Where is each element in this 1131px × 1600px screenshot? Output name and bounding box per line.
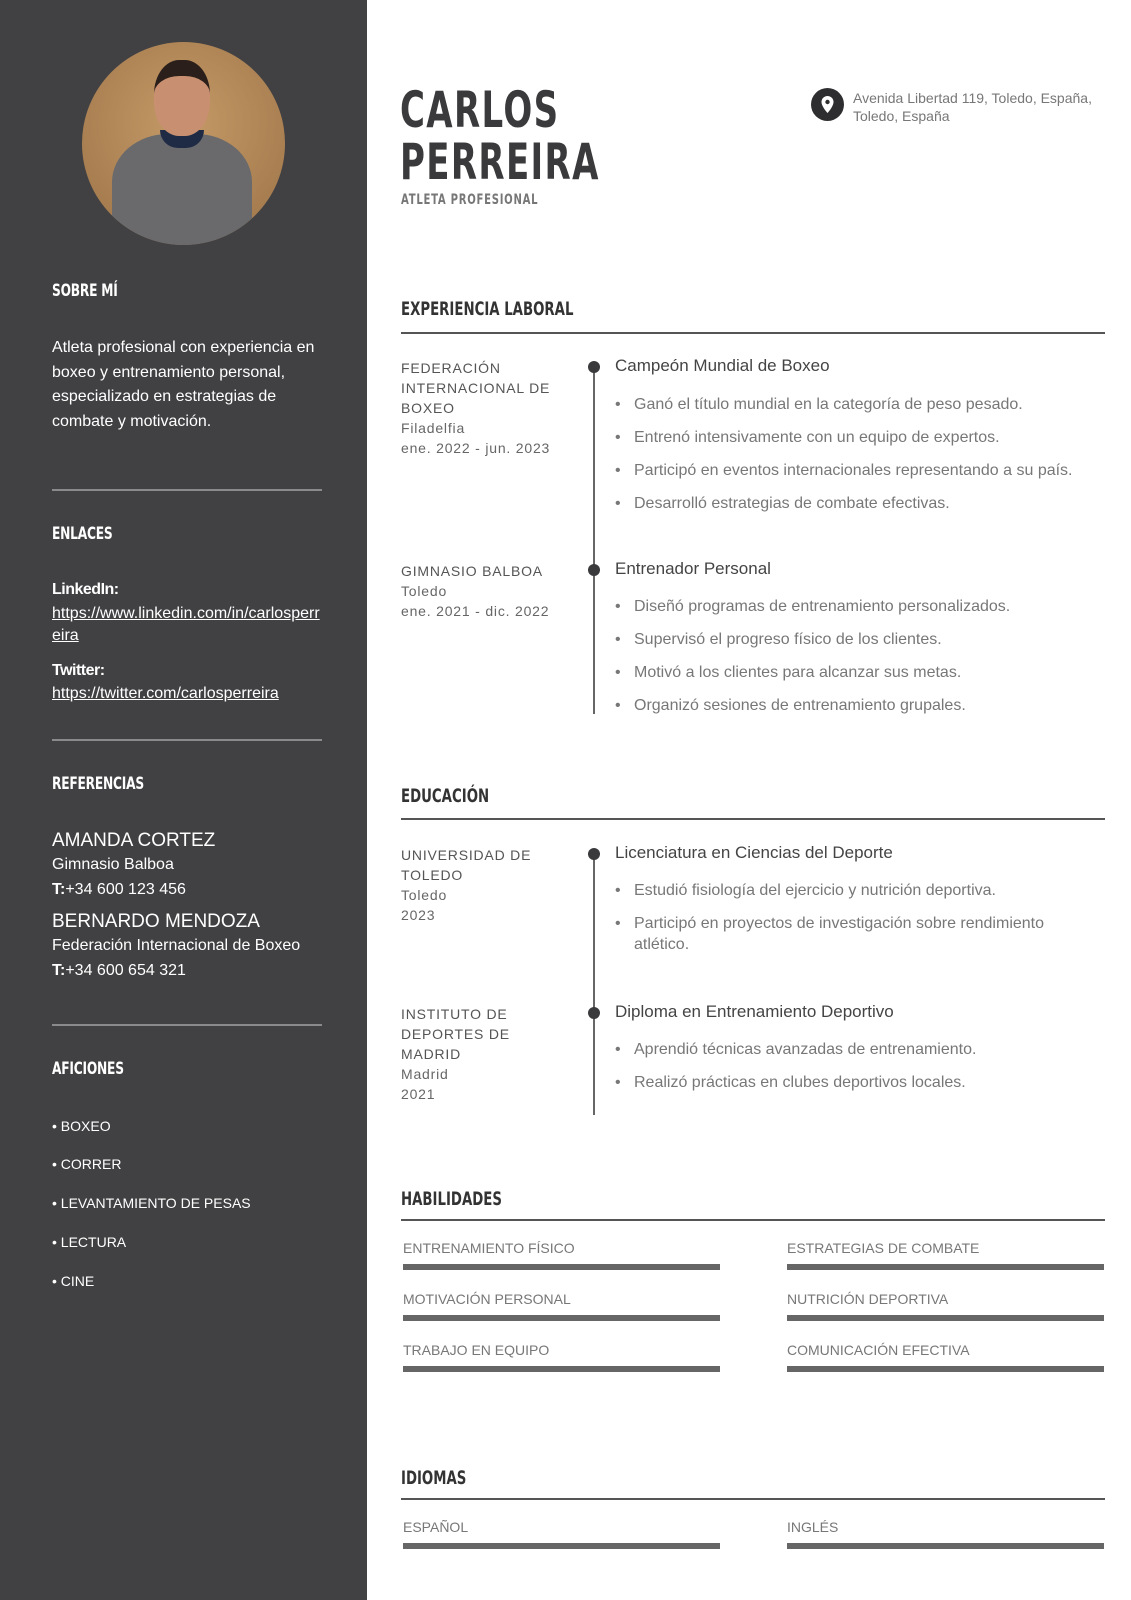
links-heading: ENLACES bbox=[52, 524, 113, 544]
divider bbox=[52, 489, 322, 491]
references-list bbox=[52, 829, 352, 983]
skill-item bbox=[403, 1291, 720, 1321]
language-item bbox=[403, 1519, 720, 1549]
degree-title: Diploma en Entrenamiento Deportivo bbox=[615, 1002, 894, 1021]
education-heading: EDUCACIÓN bbox=[401, 785, 490, 807]
skill-item-bar bbox=[787, 1366, 1104, 1372]
linkedin-link[interactable]: https://www.linkedin.com/in/carlosperreira bbox=[52, 604, 320, 644]
skill-item-bar bbox=[403, 1315, 720, 1321]
skill-item-bar bbox=[787, 1264, 1104, 1270]
skill-item-label: ESTRATEGIAS DE COMBATE bbox=[787, 1240, 980, 1256]
skill-item bbox=[787, 1240, 1104, 1270]
timeline-dot bbox=[588, 848, 600, 860]
reference-name: AMANDA CORTEZ bbox=[52, 830, 216, 851]
skill-item-label: COMUNICACIÓN EFECTIVA bbox=[787, 1342, 970, 1358]
timeline-dot bbox=[588, 1007, 600, 1019]
about-heading: SOBRE MÍ bbox=[52, 281, 118, 301]
skill-item bbox=[787, 1342, 1104, 1372]
bullet-item: • Aprendió técnicas avanzadas de entrenamiento. bbox=[615, 1039, 1095, 1060]
experience-org: GIMNASIO BALBOA Toledo ene. 2021 - dic. 2022 bbox=[401, 563, 550, 619]
education-org: UNIVERSIDAD DE TOLEDO Toledo 2023 bbox=[401, 847, 532, 923]
section-divider bbox=[401, 1219, 1105, 1221]
bullet-item: • Participó en proyectos de investigación sobre rendimiento atlético. bbox=[615, 913, 1095, 955]
divider bbox=[52, 1024, 322, 1026]
full-name: CARLOS PERREIRA bbox=[400, 81, 600, 191]
bullet-item: • Diseñó programas de entrenamiento personalizados. bbox=[615, 596, 1095, 617]
section-divider bbox=[401, 332, 1105, 334]
skill-item bbox=[403, 1240, 720, 1270]
language-item-bar bbox=[787, 1543, 1104, 1549]
skill-item-label: TRABAJO EN EQUIPO bbox=[403, 1342, 550, 1358]
about-text: Atleta profesional con experiencia en boxeo y entrenamiento personal, especializado en estrategias de combate y motivación. bbox=[52, 339, 315, 430]
timeline-dot bbox=[588, 361, 600, 373]
bullet-item: • Entrenó intensivamente con un equipo de expertos. bbox=[615, 427, 1095, 448]
bullet-item: • Participó en eventos internacionales representando a su país. bbox=[615, 460, 1095, 481]
timeline-dot bbox=[588, 564, 600, 576]
hobby-item: • LEVANTAMIENTO DE PESAS bbox=[52, 1195, 251, 1211]
hobbies-heading: AFICIONES bbox=[52, 1059, 124, 1079]
skill-item-label: NUTRICIÓN DEPORTIVA bbox=[787, 1291, 949, 1307]
location-pin-icon bbox=[811, 88, 844, 121]
language-item-label: ESPAÑOL bbox=[403, 1519, 469, 1535]
skill-item-bar bbox=[787, 1315, 1104, 1321]
skills-heading: HABILIDADES bbox=[401, 1188, 502, 1210]
bullet-item: • Desarrolló estrategias de combate efectivas. bbox=[615, 493, 1095, 514]
link-label: Twitter: bbox=[52, 661, 105, 679]
experience-heading: EXPERIENCIA LABORAL bbox=[401, 298, 574, 320]
reference-company: Federación Internacional de Boxeo bbox=[52, 937, 301, 954]
experience-org: FEDERACIÓN INTERNACIONAL DE BOXEO Filadelfia ene. 2022 - jun. 2023 bbox=[401, 360, 551, 456]
section-divider bbox=[401, 818, 1105, 820]
bullet-item: • Motivó a los clientes para alcanzar sus metas. bbox=[615, 662, 1095, 683]
reference-company: Gimnasio Balboa bbox=[52, 856, 174, 873]
sidebar bbox=[0, 0, 367, 1600]
bullet-item: • Supervisó el progreso físico de los clientes. bbox=[615, 629, 1095, 650]
reference-name: BERNARDO MENDOZA bbox=[52, 911, 260, 932]
timeline-line bbox=[593, 366, 595, 714]
hobby-item: • LECTURA bbox=[52, 1234, 127, 1250]
skill-item-label: ENTRENAMIENTO FÍSICO bbox=[403, 1240, 575, 1256]
language-item-bar bbox=[403, 1543, 720, 1549]
skill-item-bar bbox=[403, 1264, 720, 1270]
language-item bbox=[787, 1519, 1104, 1549]
languages-heading: IDIOMAS bbox=[401, 1467, 467, 1489]
education-org: INSTITUTO DE DEPORTES DE MADRID Madrid 2021 bbox=[401, 1006, 510, 1102]
section-divider bbox=[401, 1498, 1105, 1500]
job-title: Campeón Mundial de Boxeo bbox=[615, 356, 830, 375]
language-item-label: INGLÉS bbox=[787, 1519, 839, 1535]
link-label: LinkedIn: bbox=[52, 581, 119, 598]
bullet-item: • Realizó prácticas en clubes deportivos locales. bbox=[615, 1072, 1095, 1093]
skill-item bbox=[403, 1342, 720, 1372]
profile-photo bbox=[82, 42, 285, 245]
reference-phone: T:+34 600 123 456 bbox=[52, 880, 186, 898]
links-list bbox=[52, 578, 322, 705]
hobby-item: • BOXEO bbox=[52, 1118, 111, 1134]
bullet-item: • Estudió fisiología del ejercicio y nutrición deportiva. bbox=[615, 880, 1095, 901]
hobby-item: • CORRER bbox=[52, 1156, 122, 1172]
timeline-line bbox=[593, 852, 595, 1115]
skill-item-bar bbox=[403, 1366, 720, 1372]
job-title: Entrenador Personal bbox=[615, 559, 771, 578]
twitter-link[interactable]: https://twitter.com/carlosperreira bbox=[52, 685, 279, 702]
references-heading: REFERENCIAS bbox=[52, 774, 144, 794]
skill-item bbox=[787, 1291, 1104, 1321]
skill-item-label: MOTIVACIÓN PERSONAL bbox=[403, 1291, 571, 1307]
divider bbox=[52, 739, 322, 741]
job-title: ATLETA PROFESIONAL bbox=[401, 192, 539, 208]
address: Avenida Libertad 119, Toledo, España, Toledo, España bbox=[853, 90, 1092, 124]
hobby-item: • CINE bbox=[52, 1273, 95, 1289]
degree-title: Licenciatura en Ciencias del Deporte bbox=[615, 843, 893, 862]
bullet-item: • Organizó sesiones de entrenamiento grupales. bbox=[615, 695, 1095, 716]
reference-phone: T:+34 600 654 321 bbox=[52, 961, 186, 979]
bullet-item: • Ganó el título mundial en la categoría de peso pesado. bbox=[615, 394, 1095, 415]
